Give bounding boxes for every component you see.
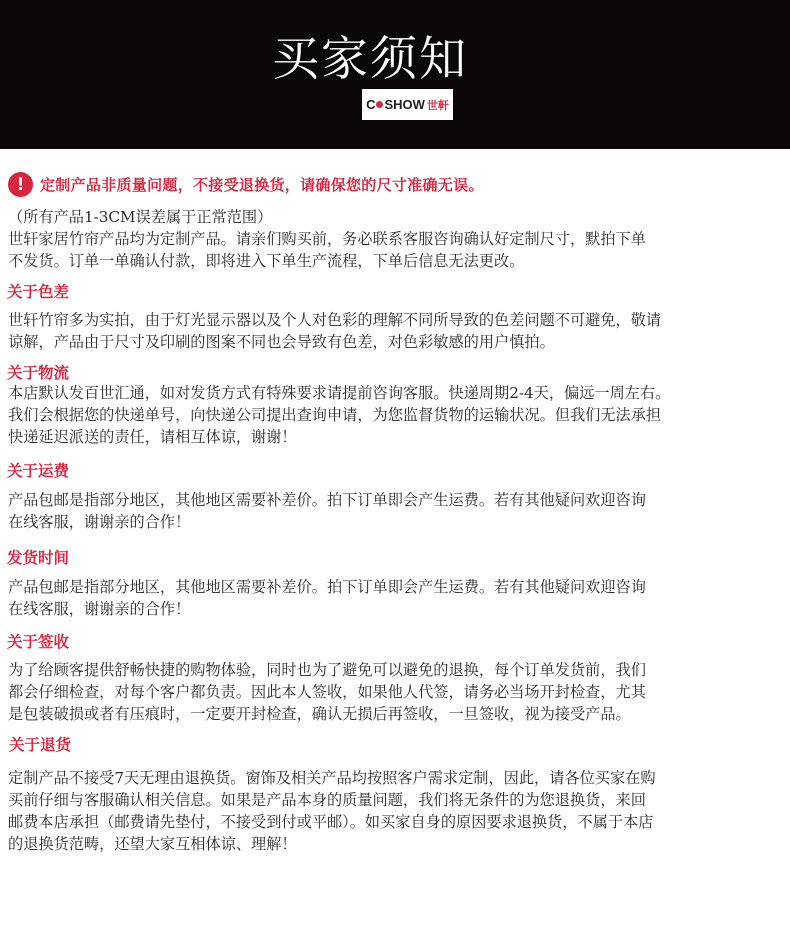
heading-logistics: 关于物流 <box>7 364 70 382</box>
tolerance-note: （所有产品1-3CM误差属于正常范围） <box>8 208 273 226</box>
returns-body: 定制产品不接受7天无理由退换货。窗饰及相关产品均按照客户需求定制，因此，请各位买家在购 买前仔细与客服确认相关信息。如果是产品本身的质量问题，我们将无条件的为您退换货，来回 邮费本店承担（邮费请先垫付，不接受到付或平邮）。如买家自身的原因要求退换货，不属于本店 的退换货范畴，还望大家互相体谅、理解！ <box>8 769 656 853</box>
exclamation-icon: ! <box>8 172 33 197</box>
logo-word: SHOW <box>384 97 425 112</box>
notice-body: 世轩家居竹帘产品均为定制产品。请亲们购买前，务必联系客服咨询确认好定制尺寸，默拍下单 不发货。订单一单确认付款，即将进入下单生产流程，下单后信息无法更改。 <box>8 230 646 270</box>
logo-dot-icon <box>376 101 383 108</box>
color-body: 世轩竹帘多为实拍，由于灯光显示器以及个人对色彩的理解不同所导致的色差问题不可避免，敬请 谅解，产品由于尺寸及印刷的图案不同也会导致有色差，对色彩敏感的用户慎拍。 <box>8 311 662 351</box>
shipping-fee-body: 产品包邮是指部分地区，其他地区需要补差价。拍下订单即会产生运费。若有其他疑问欢迎咨询 在线客服，谢谢亲的合作！ <box>8 491 646 531</box>
ship-time-body: 产品包邮是指部分地区，其他地区需要补差价。拍下订单即会产生运费。若有其他疑问欢迎咨询 在线客服，谢谢亲的合作！ <box>8 578 646 618</box>
heading-signing: 关于签收 <box>7 633 70 651</box>
logo-letter: C <box>366 97 376 112</box>
signing-body: 为了给顾客提供舒畅快捷的购物体验，同时也为了避免可以避免的退换，每个订单发货前，我们 都会仔细检查，对每个客户都负责。因此本人签收，如果他人代签，请务必当场开封检查，尤其 是包装破损或者有压痕时，一定要开封检查，确认无损后再签收，一旦签收，视为接受产品。 <box>8 661 646 723</box>
warning-text: 定制产品非质量问题，不接受退换货，请确保您的尺寸准确无误。 <box>40 176 484 194</box>
warning-row <box>8 172 484 197</box>
header-banner <box>0 0 790 149</box>
heading-returns: 关于退货 <box>9 736 72 754</box>
logo-chinese: 世軒 <box>426 99 449 112</box>
heading-shipping-fee: 关于运费 <box>7 462 70 480</box>
page-title: 买家须知 <box>272 32 468 87</box>
brand-logo <box>362 89 453 120</box>
logistics-body: 本店默认发百世汇通，如对发货方式有特殊要求请提前咨询客服。快递周期2-4天，偏远一周左右。 我们会根据您的快递单号，向快递公司提出查询申请，为您监督货物的运输状况。但我们无法承担 快递延迟派送的责任，请相互体谅，谢谢！ <box>8 384 671 446</box>
heading-ship-time: 发货时间 <box>7 549 70 567</box>
heading-color: 关于色差 <box>7 283 70 301</box>
